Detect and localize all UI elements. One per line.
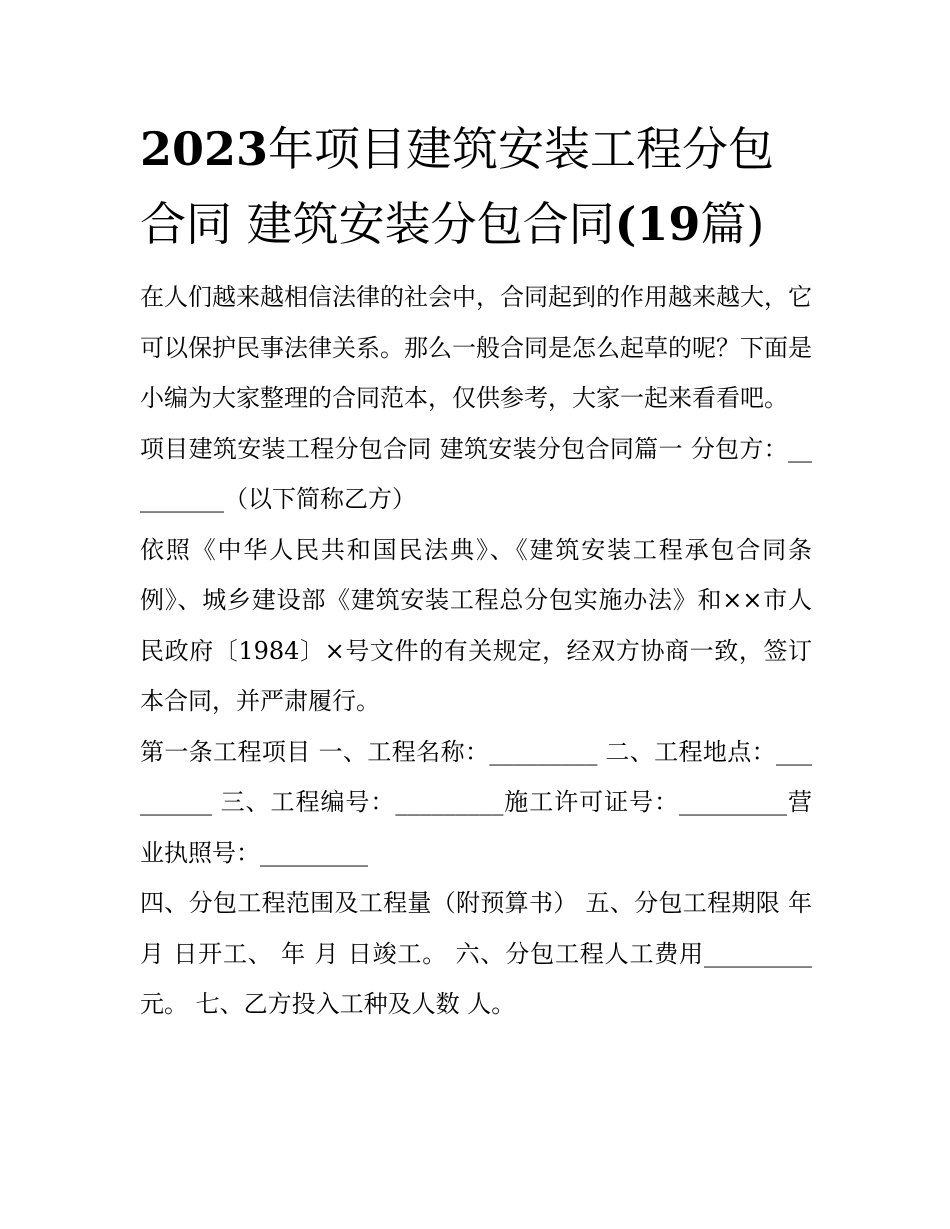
section-heading-paragraph: 项目建筑安装工程分包合同 建筑安装分包合同篇一 分包方：_________（以下简称乙方） [140,434,812,513]
title-text: 年项目建筑安装工程分包合同 建筑安装分包合同 [140,122,775,251]
document-title [140,112,812,262]
title-suffix: 篇) [700,197,765,251]
title-year: 2023 [140,122,269,176]
project-info-paragraph: 第一条工程项目 一、工程名称：_________ 二、工程地点：_________ 三、工程编号：_________施工许可证号：_________营业执照号：_________ [140,737,812,867]
intro-paragraph: 在人们越来越相信法律的社会中，合同起到的作用越来越大，它可以保护民事法律关系。那么一般合同是怎么起草的呢？下面是小编为大家整理的合同范本，仅供参考，大家一起来看看吧。 [140,283,812,412]
title-count: (19 [614,197,701,251]
legal-basis-paragraph: 依照《中华人民共和国民法典》、《建筑安装工程承包合同条例》、城乡建设部《建筑安装工程总分包实施办法》和××市人民政府〔1984〕×号文件的有关规定，经双方协商一致，签订本合同，并严肃履行。 [140,535,812,715]
scope-paragraph: 四、分包工程范围及工程量（附预算书） 五、分包工程期限 年 月 日开工、 年 月 日竣工。 六、分包工程人工费用_________元。 七、乙方投入工种及人数 人。 [140,889,812,1018]
document-page [140,112,812,1030]
